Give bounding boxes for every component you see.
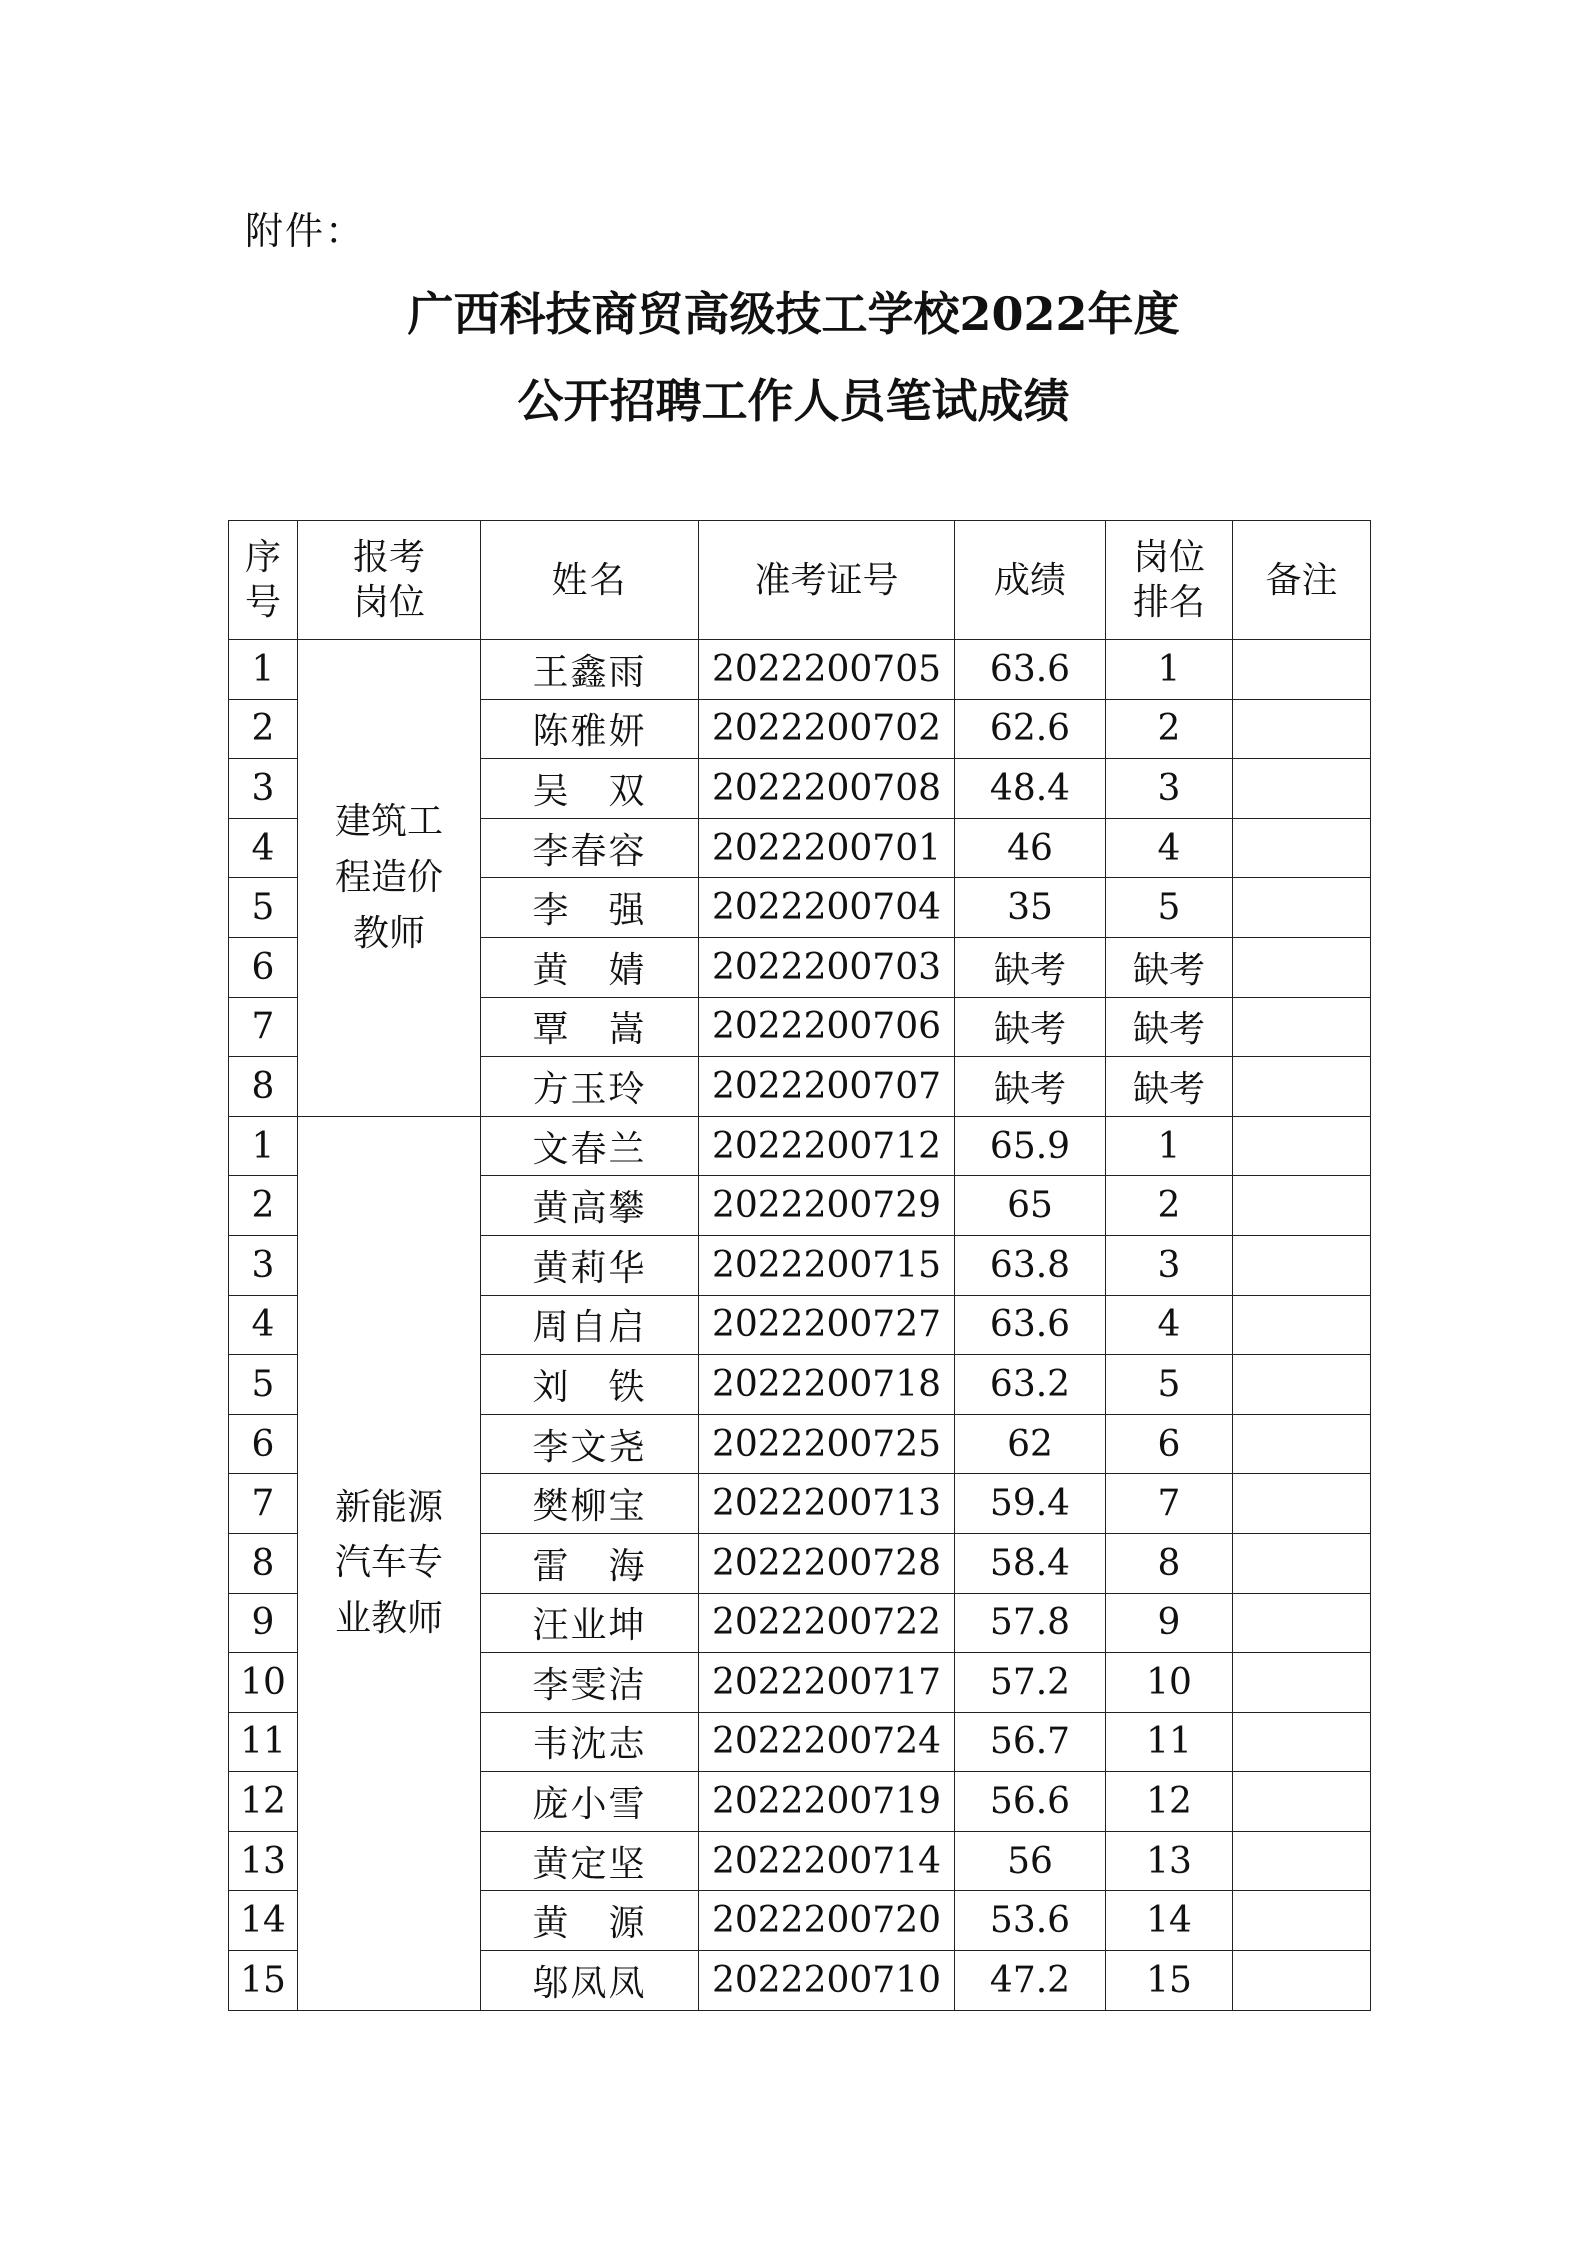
cell-name: 黄高攀 — [481, 1176, 699, 1236]
attachment-label: 附件： — [245, 209, 366, 253]
cell-name: 樊柳宝 — [481, 1474, 699, 1534]
cell-rank: 5 — [1106, 1355, 1233, 1415]
cell-rank: 6 — [1106, 1414, 1233, 1474]
cell-name: 吴 双 — [481, 759, 699, 819]
cell-note — [1233, 1355, 1371, 1415]
cell-exam-id: 2022200728 — [699, 1533, 955, 1593]
cell-score: 48.4 — [955, 759, 1106, 819]
cell-score: 缺考 — [955, 997, 1106, 1057]
cell-note — [1233, 937, 1371, 997]
cell-exam-id: 2022200708 — [699, 759, 955, 819]
header-note: 备注 — [1233, 521, 1371, 640]
cell-seq: 2 — [229, 1176, 298, 1236]
cell-rank: 10 — [1106, 1653, 1233, 1713]
cell-rank: 4 — [1106, 818, 1233, 878]
cell-score: 缺考 — [955, 937, 1106, 997]
document-title-line-2: 公开招聘工作人员笔试成绩 — [517, 374, 1070, 428]
cell-score: 63.8 — [955, 1235, 1106, 1295]
cell-note — [1233, 1414, 1371, 1474]
cell-exam-id: 2022200722 — [699, 1593, 955, 1653]
cell-name: 黄莉华 — [481, 1235, 699, 1295]
cell-exam-id: 2022200720 — [699, 1891, 955, 1951]
cell-score: 47.2 — [955, 1951, 1106, 2011]
cell-note — [1233, 1235, 1371, 1295]
cell-seq: 6 — [229, 1414, 298, 1474]
cell-note — [1233, 759, 1371, 819]
cell-score: 62.6 — [955, 699, 1106, 759]
cell-exam-id: 2022200706 — [699, 997, 955, 1057]
cell-name: 文春兰 — [481, 1116, 699, 1176]
cell-seq: 14 — [229, 1891, 298, 1951]
cell-note — [1233, 640, 1371, 700]
cell-exam-id: 2022200718 — [699, 1355, 955, 1415]
cell-score: 56 — [955, 1831, 1106, 1891]
cell-note — [1233, 1533, 1371, 1593]
cell-seq: 1 — [229, 640, 298, 700]
cell-exam-id: 2022200719 — [699, 1772, 955, 1832]
cell-post — [298, 1116, 481, 2010]
cell-rank: 4 — [1106, 1295, 1233, 1355]
cell-rank: 12 — [1106, 1772, 1233, 1832]
cell-score: 57.2 — [955, 1653, 1106, 1713]
cell-name: 王鑫雨 — [481, 640, 699, 700]
cell-exam-id: 2022200701 — [699, 818, 955, 878]
cell-score: 缺考 — [955, 1057, 1106, 1117]
cell-note — [1233, 997, 1371, 1057]
header-post: 报考 岗位 — [298, 521, 481, 640]
header-score: 成绩 — [955, 521, 1106, 640]
cell-rank: 缺考 — [1106, 1057, 1233, 1117]
cell-seq: 3 — [229, 1235, 298, 1295]
table-body — [229, 640, 1371, 2011]
cell-score: 35 — [955, 878, 1106, 938]
cell-seq: 10 — [229, 1653, 298, 1713]
cell-seq: 4 — [229, 1295, 298, 1355]
cell-seq: 3 — [229, 759, 298, 819]
cell-rank: 11 — [1106, 1712, 1233, 1772]
cell-note — [1233, 1772, 1371, 1832]
cell-exam-id: 2022200714 — [699, 1831, 955, 1891]
cell-rank: 8 — [1106, 1533, 1233, 1593]
cell-name: 刘 铁 — [481, 1355, 699, 1415]
cell-exam-id: 2022200712 — [699, 1116, 955, 1176]
header-rank: 岗位 排名 — [1106, 521, 1233, 640]
cell-rank: 5 — [1106, 878, 1233, 938]
cell-rank: 缺考 — [1106, 997, 1233, 1057]
cell-seq: 2 — [229, 699, 298, 759]
cell-note — [1233, 1951, 1371, 2011]
cell-note — [1233, 1176, 1371, 1236]
cell-seq: 13 — [229, 1831, 298, 1891]
cell-name: 李 强 — [481, 878, 699, 938]
cell-note — [1233, 1474, 1371, 1534]
cell-seq: 7 — [229, 1474, 298, 1534]
cell-exam-id: 2022200729 — [699, 1176, 955, 1236]
cell-score: 56.6 — [955, 1772, 1106, 1832]
cell-rank: 13 — [1106, 1831, 1233, 1891]
header-seq: 序 号 — [229, 521, 298, 640]
cell-exam-id: 2022200717 — [699, 1653, 955, 1713]
header-name: 姓名 — [481, 521, 699, 640]
cell-name: 方玉玲 — [481, 1057, 699, 1117]
cell-score: 65.9 — [955, 1116, 1106, 1176]
cell-exam-id: 2022200715 — [699, 1235, 955, 1295]
cell-exam-id: 2022200725 — [699, 1414, 955, 1474]
cell-name: 周自启 — [481, 1295, 699, 1355]
cell-note — [1233, 699, 1371, 759]
cell-seq: 11 — [229, 1712, 298, 1772]
cell-rank: 2 — [1106, 699, 1233, 759]
cell-name: 陈雅妍 — [481, 699, 699, 759]
cell-note — [1233, 1593, 1371, 1653]
cell-exam-id: 2022200703 — [699, 937, 955, 997]
cell-exam-id: 2022200727 — [699, 1295, 955, 1355]
cell-score: 63.6 — [955, 1295, 1106, 1355]
cell-exam-id: 2022200704 — [699, 878, 955, 938]
cell-name: 韦沈志 — [481, 1712, 699, 1772]
cell-score: 63.2 — [955, 1355, 1106, 1415]
cell-rank: 1 — [1106, 1116, 1233, 1176]
cell-rank: 1 — [1106, 640, 1233, 700]
cell-rank: 缺考 — [1106, 937, 1233, 997]
cell-post — [298, 640, 481, 1117]
cell-note — [1233, 1653, 1371, 1713]
cell-rank: 14 — [1106, 1891, 1233, 1951]
cell-name: 李春容 — [481, 818, 699, 878]
cell-rank: 9 — [1106, 1593, 1233, 1653]
cell-exam-id: 2022200724 — [699, 1712, 955, 1772]
table-row — [229, 640, 1371, 700]
cell-score: 62 — [955, 1414, 1106, 1474]
cell-name: 李文尧 — [481, 1414, 699, 1474]
cell-rank: 2 — [1106, 1176, 1233, 1236]
cell-name: 黄 源 — [481, 1891, 699, 1951]
cell-note — [1233, 1057, 1371, 1117]
header-row — [229, 521, 1371, 640]
cell-note — [1233, 1712, 1371, 1772]
cell-seq: 8 — [229, 1533, 298, 1593]
cell-score: 59.4 — [955, 1474, 1106, 1534]
cell-name: 李雯洁 — [481, 1653, 699, 1713]
cell-name: 汪业坤 — [481, 1593, 699, 1653]
score-table — [228, 520, 1371, 2011]
cell-score: 53.6 — [955, 1891, 1106, 1951]
cell-name: 雷 海 — [481, 1533, 699, 1593]
cell-note — [1233, 1295, 1371, 1355]
cell-rank: 3 — [1106, 1235, 1233, 1295]
cell-seq: 12 — [229, 1772, 298, 1832]
cell-exam-id: 2022200702 — [699, 699, 955, 759]
cell-score: 58.4 — [955, 1533, 1106, 1593]
cell-rank: 3 — [1106, 759, 1233, 819]
table-header — [229, 521, 1371, 640]
cell-seq: 15 — [229, 1951, 298, 2011]
cell-score: 46 — [955, 818, 1106, 878]
cell-exam-id: 2022200705 — [699, 640, 955, 700]
cell-seq: 7 — [229, 997, 298, 1057]
cell-score: 56.7 — [955, 1712, 1106, 1772]
cell-name: 覃 嵩 — [481, 997, 699, 1057]
cell-seq: 8 — [229, 1057, 298, 1117]
cell-exam-id: 2022200710 — [699, 1951, 955, 2011]
cell-seq: 6 — [229, 937, 298, 997]
table-row — [229, 1116, 1371, 1176]
header-exam-id: 准考证号 — [699, 521, 955, 640]
cell-seq: 9 — [229, 1593, 298, 1653]
cell-note — [1233, 878, 1371, 938]
cell-score: 65 — [955, 1176, 1106, 1236]
cell-note — [1233, 818, 1371, 878]
cell-seq: 5 — [229, 878, 298, 938]
cell-exam-id: 2022200713 — [699, 1474, 955, 1534]
cell-seq: 1 — [229, 1116, 298, 1176]
cell-note — [1233, 1831, 1371, 1891]
cell-note — [1233, 1116, 1371, 1176]
cell-score: 57.8 — [955, 1593, 1106, 1653]
cell-note — [1233, 1891, 1371, 1951]
cell-name: 邬凤凤 — [481, 1951, 699, 2011]
cell-seq: 4 — [229, 818, 298, 878]
cell-rank: 7 — [1106, 1474, 1233, 1534]
cell-seq: 5 — [229, 1355, 298, 1415]
cell-name: 黄 婧 — [481, 937, 699, 997]
cell-name: 庞小雪 — [481, 1772, 699, 1832]
cell-score: 63.6 — [955, 640, 1106, 700]
cell-name: 黄定坚 — [481, 1831, 699, 1891]
post-label: 新能源 汽车专 业教师 — [334, 1486, 443, 1640]
post-label: 建筑工 程造价 教师 — [334, 801, 443, 954]
document-title-line-1: 广西科技商贸高级技工学校2022年度 — [407, 287, 1180, 341]
cell-exam-id: 2022200707 — [699, 1057, 955, 1117]
cell-rank: 15 — [1106, 1951, 1233, 2011]
